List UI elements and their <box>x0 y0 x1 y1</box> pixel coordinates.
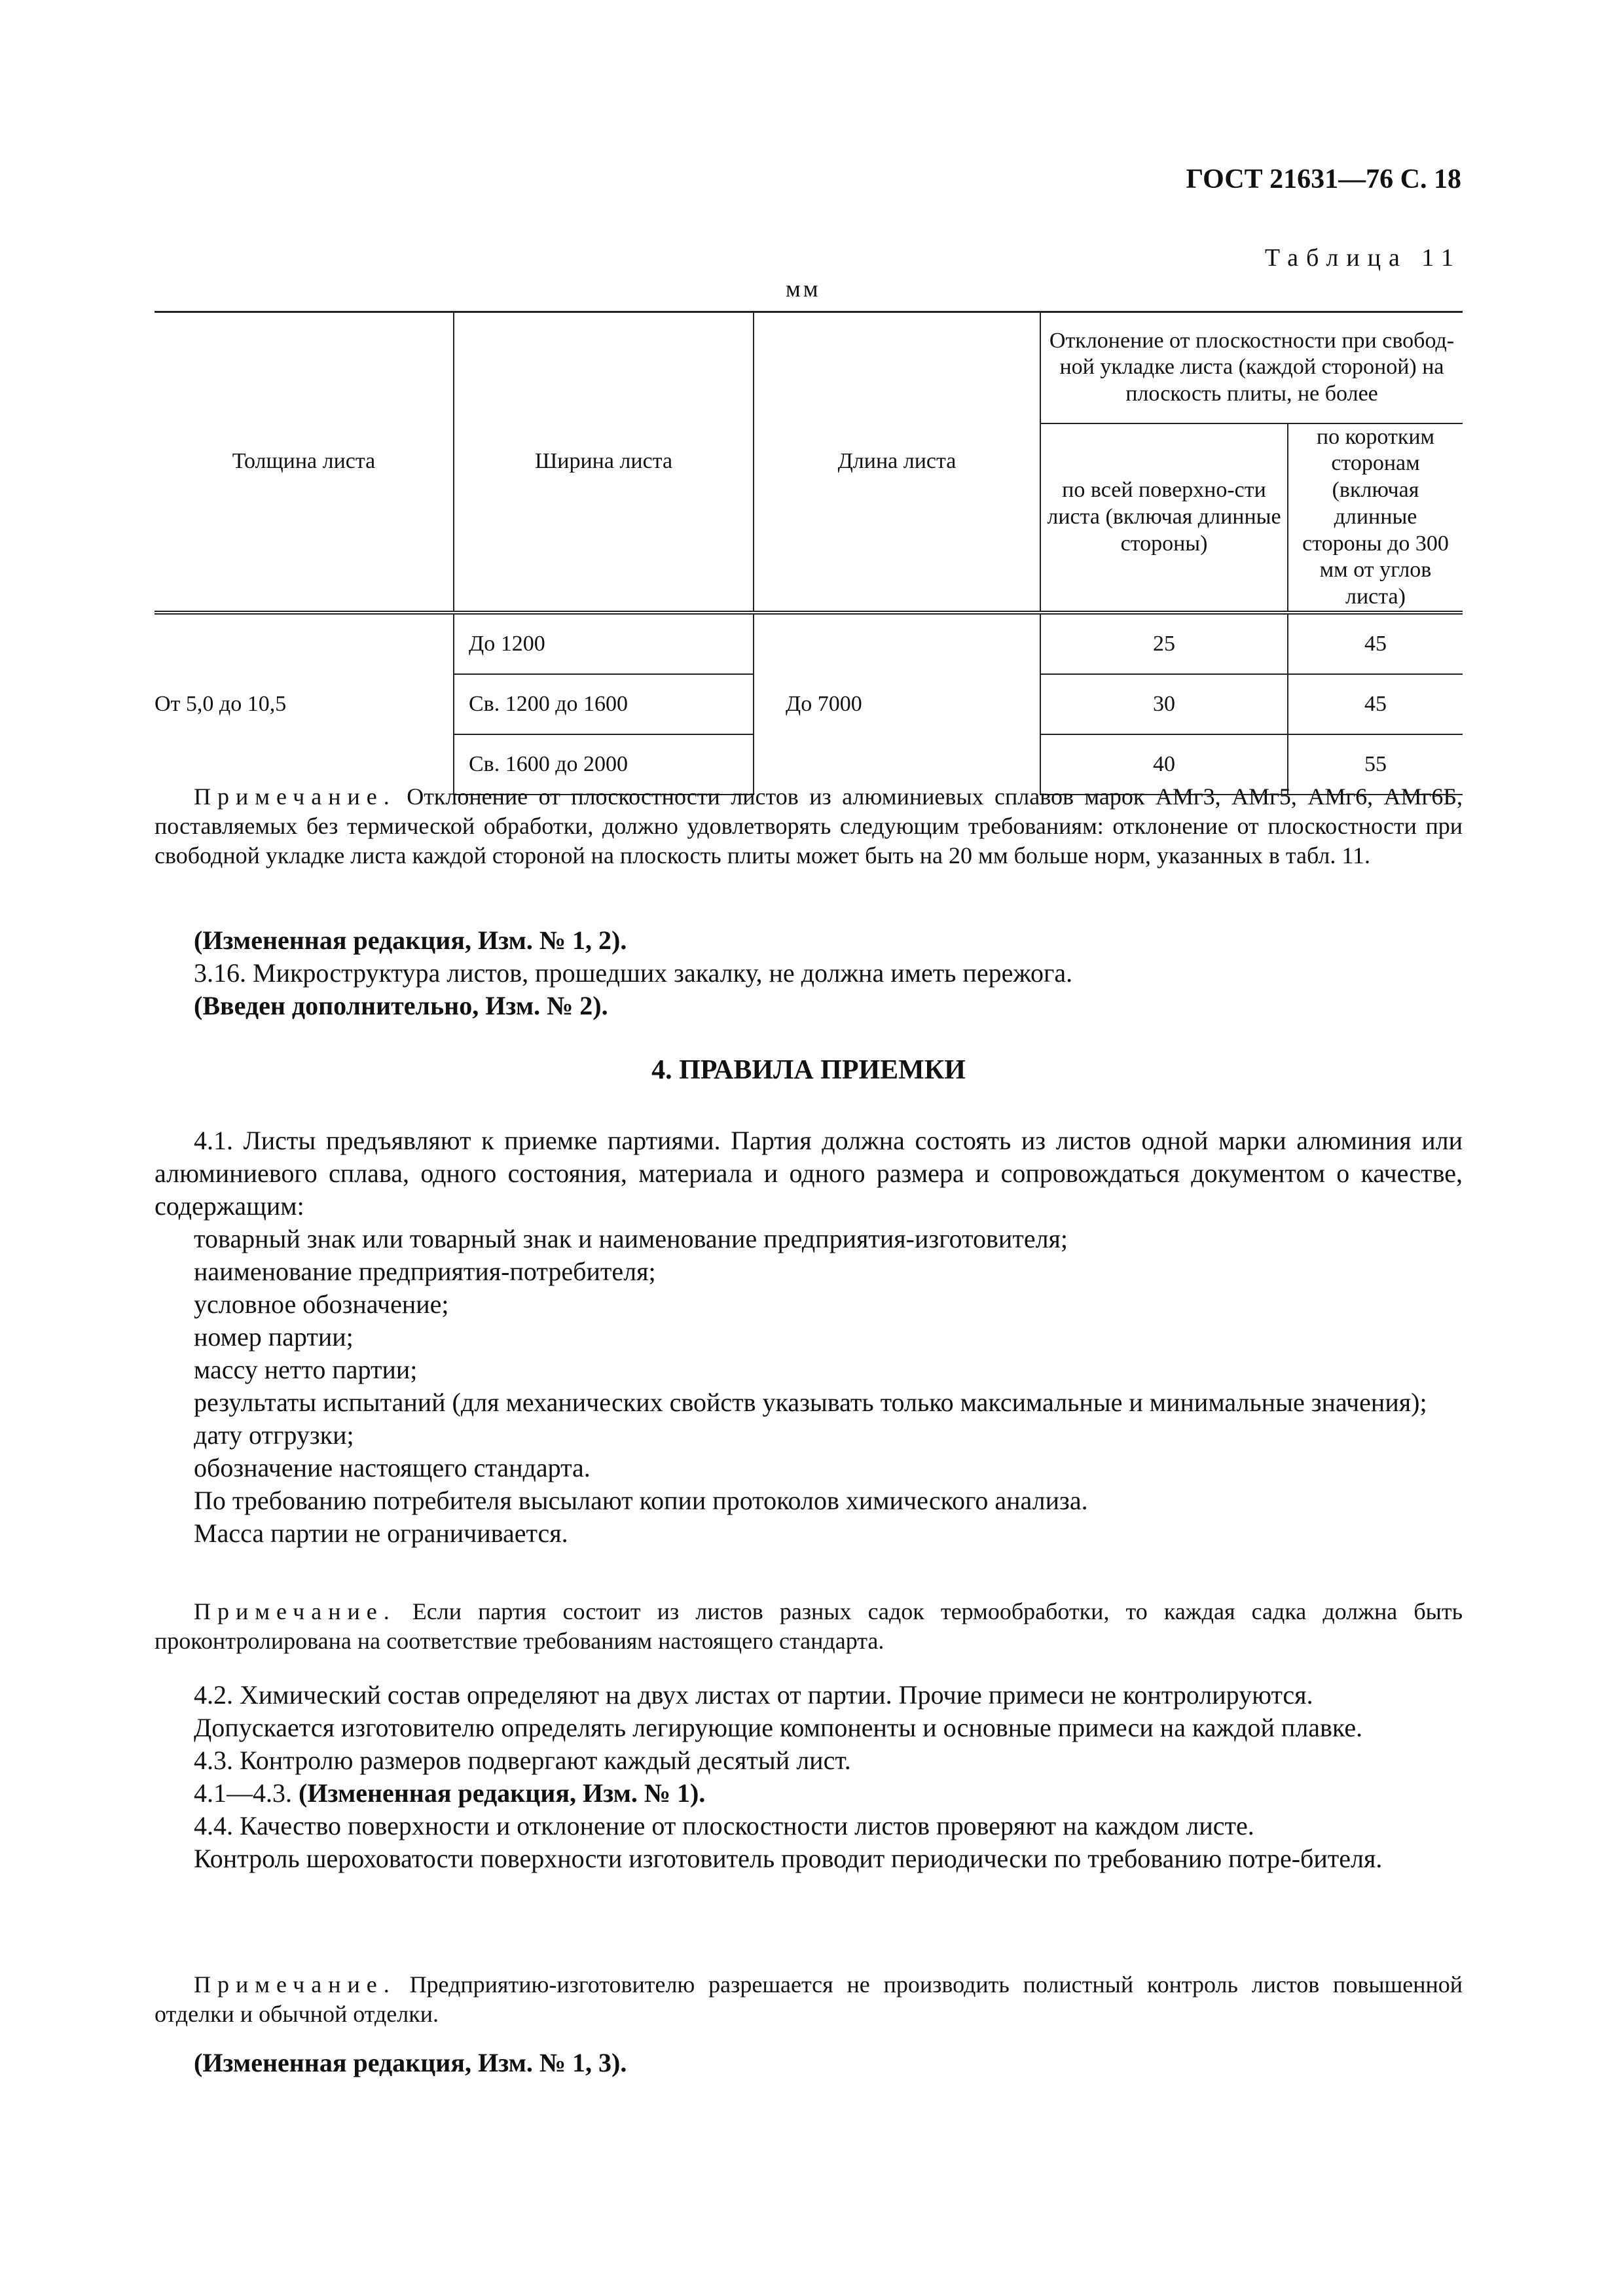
note-text: Если партия состоит из листов разных садок термообработки, то каждая садка должна быть проконтролирована на соответствие требованиям настоящего стандарта. <box>155 1598 1463 1654</box>
paragraph-4-4: 4.4. Качество поверхности и отклонение от плоскостности листов проверяют на каждом листе. <box>194 1811 1254 1840</box>
acceptance-note <box>155 1597 1463 1656</box>
dev-all-cell: 30 <box>1040 674 1288 734</box>
list-item: номер партии; <box>194 1322 354 1352</box>
length-cell: До 7000 <box>754 613 1040 795</box>
list-item: Масса партии не ограничивается. <box>194 1518 568 1548</box>
paragraph-3-16: 3.16. Микроструктура листов, прошедших закалку, не должна иметь пережога. <box>194 958 1073 988</box>
col-header-length: Длина листа <box>754 312 1040 613</box>
final-revision <box>155 2047 1463 2079</box>
revision-note: (Измененная редакция, Изм. № 1). <box>299 1778 706 1808</box>
page-header: ГОСТ 21631—76 С. 18 <box>1186 164 1461 194</box>
col-header-thickness: Толщина листа <box>155 312 454 613</box>
dev-short-cell: 45 <box>1288 674 1463 734</box>
list-item: обозначение настоящего стандарта. <box>194 1453 591 1482</box>
table-label: Таблица 11 <box>1264 244 1461 272</box>
section-4-body <box>155 1124 1463 1550</box>
revision-note: (Измененная редакция, Изм. № 1, 3). <box>194 2048 627 2077</box>
list-item: наименование предприятия-потребителя; <box>194 1257 656 1286</box>
list-item: результаты испытаний (для механических свойств указывать только максимальные и минимальные значения); <box>194 1388 1427 1417</box>
note-label: Примечание. <box>194 783 396 810</box>
note-text: Предприятию-изготовителю разрешается не производить полистный контроль листов повышенной отделки и обычной отделки. <box>155 1971 1463 2027</box>
dev-all-cell: 40 <box>1040 734 1288 795</box>
revision-note: (Введен дополнительно, Изм. № 2). <box>194 991 608 1020</box>
revision-note: (Измененная редакция, Изм. № 1, 2). <box>194 925 627 955</box>
col-header-dev-short: по коротким сторонам (включая длинные стороны до 300 мм от углов листа) <box>1288 423 1463 613</box>
col-header-deviation: Отклонение от плоскостности при свобод-ной укладке листа (каждой стороной) на плоскость плиты, не более <box>1040 312 1463 423</box>
width-cell: До 1200 <box>454 613 754 674</box>
width-cell: Св. 1200 до 1600 <box>454 674 754 734</box>
list-item: дату отгрузки; <box>194 1420 354 1450</box>
list-item: массу нетто партии; <box>194 1355 418 1384</box>
dev-short-cell: 55 <box>1288 734 1463 795</box>
dev-all-cell: 25 <box>1040 613 1288 674</box>
thickness-cell: От 5,0 до 10,5 <box>155 613 454 795</box>
paragraph-4-2: 4.2. Химический состав определяют на двух листах от партии. Прочие примеси не контролируются. <box>194 1680 1313 1710</box>
col-header-width: Ширина листа <box>454 312 754 613</box>
paragraph-4-1-4-3: 4.1—4.3. (Измененная редакция, Изм. № 1). <box>194 1778 706 1808</box>
deviation-table <box>155 311 1463 795</box>
list-item: По требованию потребителя высылают копии протоколов химического анализа. <box>194 1486 1088 1515</box>
paragraph-4-3: 4.3. Контролю размеров подвергают каждый десятый лист. <box>194 1746 851 1775</box>
table-note <box>155 782 1463 870</box>
note-label: Примечание. <box>194 1971 396 1998</box>
paragraph-4-4b: Контроль шероховатости поверхности изготовитель проводит периодически по требованию потре-бителя. <box>194 1844 1383 1873</box>
section-title: 4. ПРАВИЛА ПРИЕМКИ <box>651 1055 966 1085</box>
note-text: Отклонение от плоскостности листов из алюминиевых сплавов марок АМг3, АМг5, АМг6, АМг6Б, поставляемых без термической обработки, должно удовлетворять следующим требованиям: отклонение от плоскостности при свободной укладке листа каждой стороной на плоскость плиты может быть на 20 мм больше норм, указанных в табл. 11. <box>155 783 1463 869</box>
list-item: товарный знак или товарный знак и наименование предприятия-изготовителя; <box>194 1224 1068 1253</box>
note-label: Примечание. <box>194 1598 396 1624</box>
paragraph-4-1: 4.1. Листы предъявляют к приемке партиями. Партия должна состоять из листов одной марки алюминия или алюминиевого сплава, одного состояния, материала и одного размера и сопровождаться документом о качестве, содержащим: <box>155 1126 1463 1221</box>
width-cell: Св. 1600 до 2000 <box>454 734 754 795</box>
col-header-dev-all: по всей поверхно-сти листа (включая длинные стороны) <box>1040 423 1288 613</box>
table-units: мм <box>786 276 821 302</box>
table-row <box>155 613 1463 674</box>
paragraph-4-2b: Допускается изготовителю определять легирующие компоненты и основные примеси на каждой плавке. <box>194 1713 1363 1742</box>
dev-short-cell: 45 <box>1288 613 1463 674</box>
section-4-body-2 <box>155 1679 1463 1875</box>
list-item: условное обозначение; <box>194 1289 449 1319</box>
control-note <box>155 1970 1463 2029</box>
revision-block <box>155 924 1463 1022</box>
